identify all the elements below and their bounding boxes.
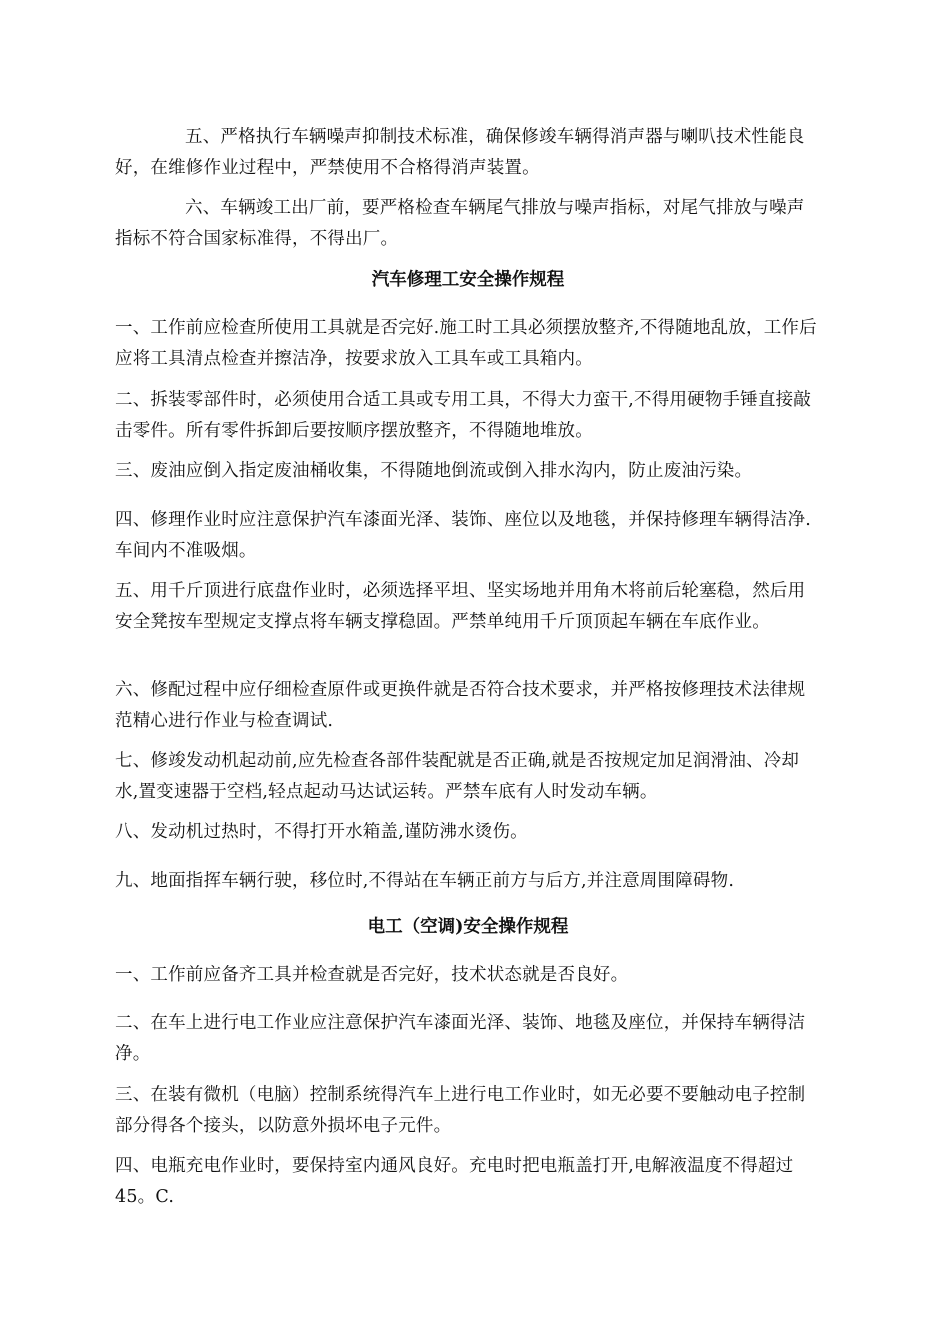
paragraph-repair-item-1: 一、工作前应检查所使用工具就是否完好.施工时工具必须摆放整齐,不得随地乱放，工作后应将工具清点检查并擦洁净，按要求放入工具车或工具箱内。 bbox=[115, 318, 817, 369]
paragraph-repair-item-9: 九、地面指挥车辆行驶，移位时,不得站在车辆正前方与后方,并注意周围障碍物. bbox=[115, 871, 735, 891]
section-title-electric: 电工（空调)安全操作规程 bbox=[367, 917, 569, 937]
paragraph-repair-item-3: 三、废油应倒入指定废油桶收集，不得随地倒流或倒入排水沟内，防止废油污染。 bbox=[115, 461, 753, 481]
paragraph-repair-item-7: 七、修竣发动机起动前,应先检查各部件装配就是否正确,就是否按规定加足润滑油、冷却水,置变速器于空档,轻点起动马达试运转。严禁车底有人时发动车辆。 bbox=[115, 751, 800, 802]
paragraph-electric-item-1: 一、工作前应备齐工具并检查就是否完好，技术状态就是否良好。 bbox=[115, 965, 629, 985]
paragraph-prev-item-5: 五、严格执行车辆噪声抑制技术标准，确保修竣车辆得消声器与喇叭技术性能良好，在维修作业过程中，严禁使用不合格得消声装置。 bbox=[115, 127, 805, 178]
paragraph-electric-item-3: 三、在装有微机（电脑）控制系统得汽车上进行电工作业时，如无必要不要触动电子控制部分得各个接头，以防意外损坏电子元件。 bbox=[115, 1085, 806, 1136]
paragraph-repair-item-6: 六、修配过程中应仔细检查原件或更换件就是否符合技术要求，并严格按修理技术法律规范精心进行作业与检查调试. bbox=[115, 680, 806, 731]
paragraph-electric-item-4: 四、电瓶充电作业时，要保持室内通风良好。充电时把电瓶盖打开,电解液温度不得超过45。C. bbox=[115, 1156, 794, 1207]
paragraph-repair-item-5: 五、用千斤顶进行底盘作业时，必须选择平坦、坚实场地并用角木将前后轮塞稳，然后用安全凳按车型规定支撑点将车辆支撑稳固。严禁单纯用千斤顶顶起车辆在车底作业。 bbox=[115, 581, 806, 632]
section-title-repair: 汽车修理工安全操作规程 bbox=[371, 270, 565, 290]
paragraph-repair-item-8: 八、发动机过热时，不得打开水箱盖,谨防沸水烫伤。 bbox=[115, 822, 528, 842]
paragraph-electric-item-2: 二、在车上进行电工作业应注意保护汽车漆面光泽、装饰、地毯及座位，并保持车辆得洁净。 bbox=[115, 1013, 806, 1064]
paragraph-repair-item-2: 二、拆装零部件时，必须使用合适工具或专用工具，不得大力蛮干,不得用硬物手锤直接敲击零件。所有零件拆卸后要按顺序摆放整齐，不得随地堆放。 bbox=[115, 390, 812, 441]
paragraph-repair-item-4: 四、修理作业时应注意保护汽车漆面光泽、装饰、座位以及地毯，并保持修理车辆得洁净.车间内不准吸烟。 bbox=[115, 510, 812, 561]
paragraph-prev-item-6: 六、车辆竣工出厂前，要严格检查车辆尾气排放与噪声指标，对尾气排放与噪声指标不符合国家标准得，不得出厂。 bbox=[115, 198, 805, 249]
